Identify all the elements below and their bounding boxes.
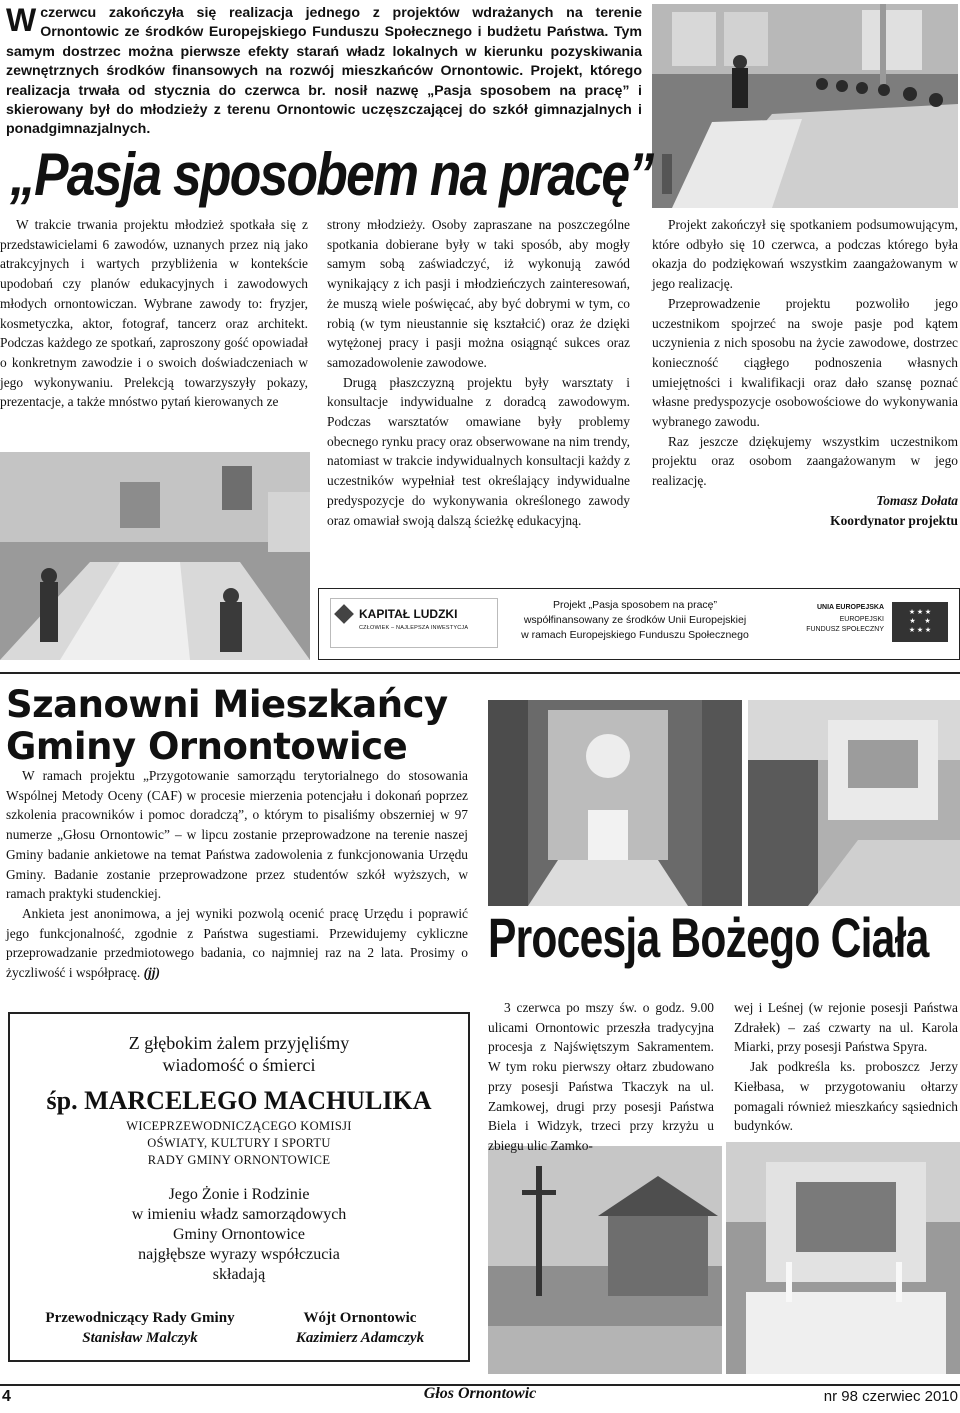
paragraph: W trakcie trwania projektu młodzież spotkała się z przedstawicielami 6 zawodów, uznanych przez nią jako atrakcyjnych i wartych przybliżenia w kontekście upodobań czy planów edukacyjnych i zawodowych młodych ornontowiczan. Wybrane zawody to: fryzjer, kosmetyczka, aktor, fotograf, tancerz oraz architekt. Podczas każdego ze spotkań, zaproszony gość opowiadał o konkretnym zawodzie i o swoich doświadczeniach w jego wykonywaniu. Prelekcją towarzyszyły pokazy, prezentacje, a także mnóstwo pytań kierowanych ze xyxy=(0,217,308,410)
obituary-role: OŚWIATY, KULTURY I SPORTU xyxy=(147,1136,331,1150)
ue-efs-logo xyxy=(780,602,950,648)
obituary-role: RADY GMINY ORNONTOWICE xyxy=(147,1153,331,1167)
author-role: Koordynator projektu xyxy=(830,512,958,528)
drop-cap: W xyxy=(6,2,37,38)
condolence-line: w imieniu władz samorządowych xyxy=(131,1206,347,1223)
photo-conference-room xyxy=(0,452,310,660)
signer-name: Stanisław Malczyk xyxy=(82,1330,198,1346)
photo-altar-2 xyxy=(748,700,960,906)
signer-role: Wójt Ornontowic xyxy=(303,1310,417,1326)
photo-meeting-room xyxy=(652,4,958,208)
condolence-line: składają xyxy=(212,1266,266,1283)
condolence-line: Jego Żonie i Rodzinie xyxy=(168,1186,310,1203)
signer-role: Przewodniczący Rady Gminy xyxy=(45,1310,235,1326)
paragraph: Przeprowadzenie projektu pozwoliło jego uczestnikom spojrzeć na swoje pasje pod kątem uczynienia z nich sposobu na życie zawodowe, dostrzec konieczność ciągłego podnoszenia własnych umiejętności i kwalifikacji oraz dało szansę poznać własne predyspozycje osobowościowe do wykonywania wybranego zawodu. xyxy=(652,295,958,430)
paragraph: W ramach projektu „Przygotowanie samorządu terytorialnego do stosowania Wspólnej Metody Oceny (CAF) w procesie mierzenia potencjału i dokonań poprzez szkolenia pracowników i pomoc doradczą”, o którym to pisaliśmy obszerniej w 97 numerze „Głosu Ornontowic” – w lipcu zostanie przeprowadzone na terenie naszej Gminy badanie ankietowe na temat Państwa zadowolenia z funkcjonowania Urzędu Gminy. Badanie zostanie przeprowadzone przez studentów szkół wyższych, w ramach praktyki studenckiej. xyxy=(6,768,468,902)
paragraph: 3 czerwca po mszy św. o godz. 9.00 ulicami Ornontowic przeszła tradycyjna procesja z Najświętszym Sakramentem. W tym roku pierwszy ołtarz zbudowano przy posesji Państwa Tkaczyk na ul. Zamkowej, drugi przy posesji Państwa Biela i Widzyk, trzeci przy krzyżu u zbiegu ulic Zamko- xyxy=(488,1000,714,1153)
obituary-line: wiadomość o śmierci xyxy=(162,1055,316,1075)
kapital-ludzki-title: KAPITAŁ LUDZKI xyxy=(359,607,458,621)
kapital-ludzki-subtitle: CZŁOWIEK – NAJLEPSZA INWESTYCJA xyxy=(359,625,469,631)
signature: (jj) xyxy=(143,965,160,981)
obituary-role: WICEPRZEWODNICZĄCEGO KOMISJI xyxy=(126,1119,352,1133)
obituary-name: śp. MARCELEGO MACHULIKA xyxy=(46,1086,432,1115)
ue-logo-line: FUNDUSZ SPOŁECZNY xyxy=(806,626,884,633)
ue-logo-line: EUROPEJSKI xyxy=(839,616,884,623)
title-line: Gminy Ornontowice xyxy=(6,725,408,768)
paragraph: Projekt zakończył się spotkaniem podsumowującym, które odbyło się 10 czerwca, a podczas którego była okazja do podziękowań wszystkim zaangażowanym w jego realizację. xyxy=(652,217,958,292)
photo-altar-3 xyxy=(726,1142,960,1374)
masthead: Głos Ornontowic xyxy=(423,1385,537,1402)
article-column-procesja-2 xyxy=(734,998,958,1136)
article-column-procesja-1 xyxy=(488,998,714,1156)
ue-logo-line: UNIA EUROPEJSKA xyxy=(816,604,884,611)
obituary-line: Z głębokim żalem przyjęliśmy xyxy=(128,1033,350,1053)
project-caption xyxy=(500,598,770,643)
paragraph-text: Ankieta jest anonimowa, a jej wyniki pozwolą ocenić pracę Urzędu i poprawić jego funkcjonalność, zgodnie z Państwa sugestiami. Przewidujemy cykliczne przeprowadzanie przedmiotowego badania, co najmniej raz na 2 lata. Prosimy o życzliwość i współpracę. xyxy=(6,905,468,981)
page-number: 4 xyxy=(2,1388,11,1405)
paragraph: wej i Leśnej (w rejonie posesji Państwa Zdrałek) – zaś czwarty na ul. Karola Miarki, przy posesji Państwa Spyra. xyxy=(734,1000,958,1055)
article-column-2 xyxy=(327,215,630,530)
signer-chairman xyxy=(20,1308,260,1348)
article-title-pasja: „Pasja sposobem na pracę” xyxy=(10,141,653,208)
lead-text: czerwcu zakończyła się realizacja jednego z projektów wdrażanych na terenie Ornontowic ze środków Europejskiego Funduszu Społecznego i budżetu Państwa. Tym samym dostrzec można pierwsze efekty starań władz lokalnych w kierunku pozyskiwania zewnętrznych środków finansowych na rozwój mieszkańców Ornontowic. Projekt, którego realizacja trwała od stycznia do czerwca br. nosił nazwę „Pasja sposobem na pracę” i skierowany był do młodzieży z terenu Ornontowic uczęszczającej do szkół gimnazjalnych i ponadgimnazjalnych. xyxy=(6,5,642,138)
article-column-1 xyxy=(0,215,308,412)
section-divider xyxy=(0,672,960,674)
paragraph: strony młodzieży. Osoby zapraszane na poszczególne spotkania dobierane były w taki sposób, aby mogły samym sobą zaświadczyć, iż wykonują zawód wynikający z ich pasji i młodzieńczych zainteresowań, że muszą wiele poświęcać, aby być dobrymi w tym, co robią (w tym nieustannie się kształcić) oraz że dzięki wytężonej pracy i pasji można osiągnąć sukces oraz samozadowolenie zawodowe. xyxy=(327,217,630,370)
paragraph: Raz jeszcze dziękujemy wszystkim uczestnikom projektu oraz osobom zaangażowanym w jego realizację. xyxy=(652,433,958,489)
article-lead xyxy=(6,4,642,140)
signer-mayor xyxy=(260,1308,460,1348)
article-title-procesja: Procesja Bożego Ciała xyxy=(488,906,929,969)
kapital-ludzki-logo xyxy=(330,598,498,648)
caption-line: Projekt „Pasja sposobem na pracę” xyxy=(553,599,717,611)
issue-info: nr 98 czerwiec 2010 xyxy=(823,1388,958,1405)
article-title-szanowni xyxy=(6,684,476,768)
paragraph: Jak podkreśla ks. proboszcz Jerzy Kiełbasa, w przygotowaniu ołtarzy pomagali również mieszkańcy sąsiednich budynków. xyxy=(734,1059,958,1134)
caption-line: współfinansowany ze środków Unii Europejskiej xyxy=(523,614,747,626)
article-body-szanowni xyxy=(6,766,468,983)
obituary-box xyxy=(8,1012,470,1362)
signer-name: Kazimierz Adamczyk xyxy=(295,1330,425,1346)
condolence-line: Gminy Ornontowice xyxy=(173,1226,305,1243)
title-line: Szanowni Mieszkańcy xyxy=(6,683,448,726)
paragraph xyxy=(6,904,468,983)
kapital-ludzki-mark-icon xyxy=(334,604,354,624)
photo-altar-1 xyxy=(488,700,742,906)
author-name: Tomasz Dołata xyxy=(876,492,958,508)
condolence-line: najgłębsze wyrazy współczucia xyxy=(138,1246,340,1263)
photo-procession-street xyxy=(488,1146,722,1374)
paragraph: Drugą płaszczyzną projektu były warsztaty i konsultacje indywidualne z doradcą zawodowym. Podczas warsztatów omawiane były problemy obecnego rynku pracy oraz obserwowane na nim trendy, natomiast w trakcie indywidualnych konsultacji każdy z uczestników wypełniał test określający indywidualne predyspozycje do wykonywania określonego zawody oraz omawiał swoją dalszą ścieżkę edukacyjną. xyxy=(327,374,630,528)
eu-flag-icon: ★ ★ ★ ★ ★ ★ ★ ★ xyxy=(892,602,948,642)
article-column-3 xyxy=(652,215,958,530)
caption-line: w ramach Europejskiego Funduszu Społecznego xyxy=(521,629,749,641)
